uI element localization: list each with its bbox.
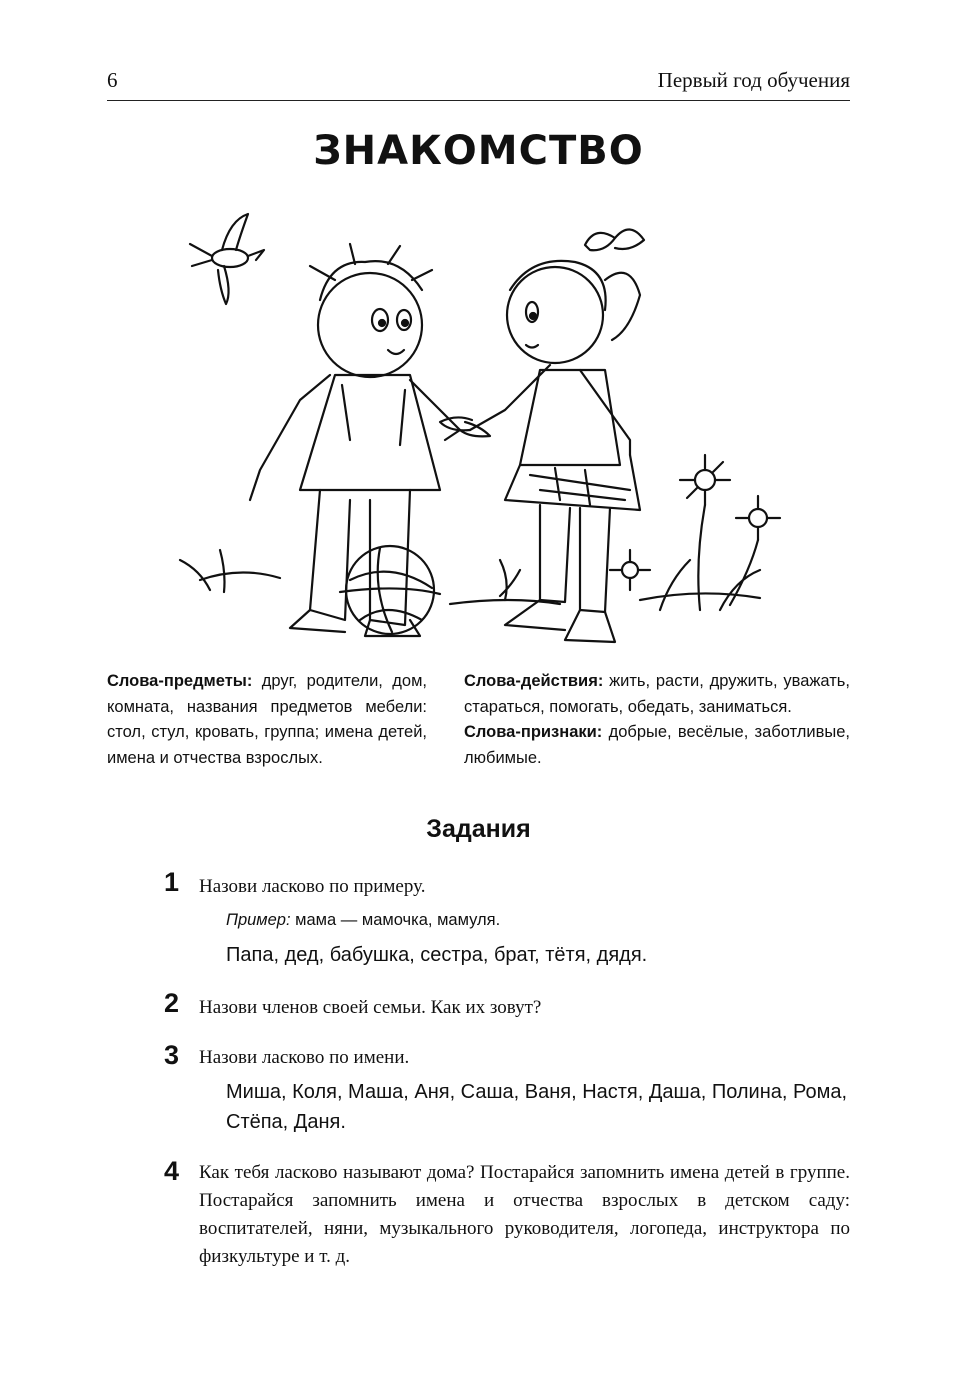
running-title: Первый год обучения bbox=[657, 68, 850, 92]
page-header bbox=[107, 68, 850, 101]
task-example bbox=[226, 911, 500, 930]
actions-label: Слова-действия: bbox=[464, 672, 604, 690]
task-number: 3 bbox=[164, 1040, 180, 1070]
task-text: Назови членов своей семьи. Как их зовут? bbox=[199, 997, 542, 1018]
task-text: Назови ласково по примеру. bbox=[199, 876, 426, 897]
page-number: 6 bbox=[107, 68, 118, 92]
task-answer: Папа, дед, бабушка, сестра, брат, тётя, дядя. bbox=[226, 944, 648, 966]
example-label: Пример: bbox=[226, 911, 291, 929]
vocabulary-objects bbox=[107, 669, 427, 771]
task-number: 4 bbox=[164, 1156, 180, 1186]
task-text: Назови ласково по имени. bbox=[199, 1047, 410, 1068]
actions-text: жить, расти, дружить, уважать, стараться, помогать, обедать, заниматься. bbox=[464, 672, 850, 716]
objects-label: Слова-предметы: bbox=[107, 672, 253, 690]
attributes-label: Слова-признаки: bbox=[464, 723, 603, 741]
page-title: ЗНАКОМСТВО bbox=[313, 128, 644, 174]
vocabulary-actions-attributes bbox=[464, 669, 850, 771]
children-meeting-illustration bbox=[160, 200, 800, 660]
task-number: 2 bbox=[164, 988, 180, 1018]
task-answer: Миша, Коля, Маша, Аня, Саша, Ваня, Настя, Даша, Полина, Рома, Стёпа, Даня. bbox=[226, 1081, 848, 1133]
example-text: мама — мамочка, мамуля. bbox=[295, 911, 501, 929]
bird-icon bbox=[190, 214, 264, 304]
flowers-icon bbox=[180, 455, 780, 610]
boy-figure bbox=[250, 244, 490, 636]
attributes-text: добрые, весёлые, заботливые, любимые. bbox=[464, 723, 850, 767]
task-text: Как тебя ласково называют дома? Постарайся запомнить имена детей в группе. Постарайся запомнить имена и отчества взрослых в детском саду: воспитателей, няни, музыкального руководителя, логопеда, инструктора по физкультуре и т. д. bbox=[199, 1162, 850, 1267]
objects-text: друг, родители, дом, комната, названия предметов мебели: стол, стул, кровать, группа; имена детей, имена и отчества взрослых. bbox=[107, 672, 427, 767]
task-number: 1 bbox=[164, 867, 180, 897]
tasks-title: Задания bbox=[426, 815, 531, 843]
